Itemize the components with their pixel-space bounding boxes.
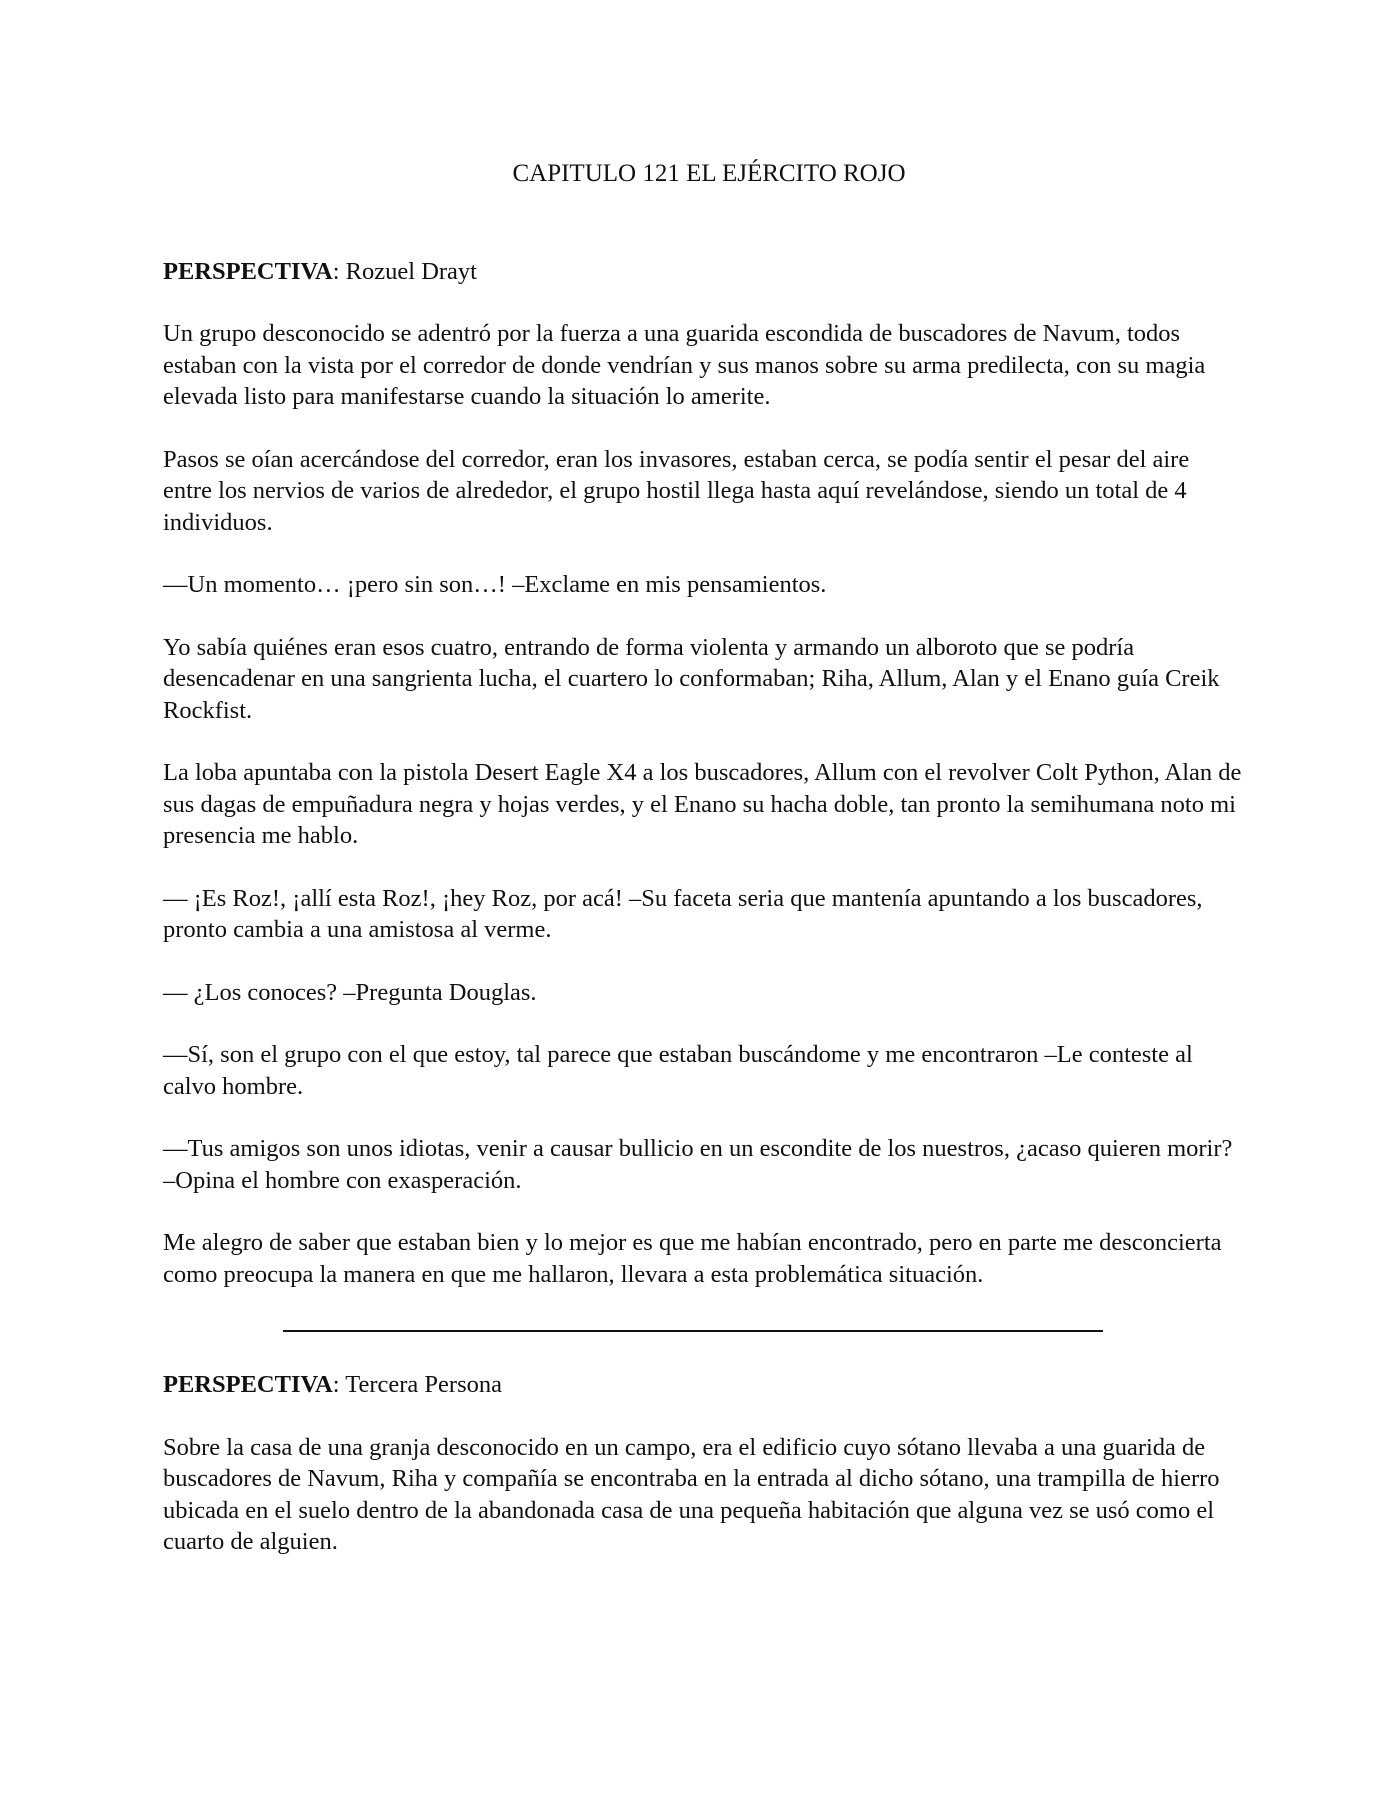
document-page bbox=[163, 158, 1243, 1589]
perspective-line-2 bbox=[163, 1369, 1243, 1401]
paragraph: — ¡Es Roz!, ¡allí esta Roz!, ¡hey Roz, por acá! –Su faceta seria que mantenía apuntando a los buscadores, pronto cambia a una amistosa al verme. bbox=[163, 884, 1203, 943]
section-divider bbox=[283, 1330, 1103, 1332]
perspective-value: : Rozuel Drayt bbox=[332, 257, 477, 285]
chapter-title: CAPITULO 121 EL EJÉRCITO ROJO bbox=[512, 160, 906, 187]
paragraph: Un grupo desconocido se adentró por la fuerza a una guarida escondida de buscadores de Navum, todos estaban con la vista por el corredor de donde vendrían y sus manos sobre su arma predilecta, con su magia elevada listo para manifestarse cuando la situación lo amerite. bbox=[163, 320, 1206, 410]
paragraph: —Un momento… ¡pero sin son…! –Exclame en mis pensamientos. bbox=[163, 571, 827, 598]
perspective-label: PERSPECTIVA bbox=[163, 257, 333, 285]
paragraph: — ¿Los conoces? –Pregunta Douglas. bbox=[163, 978, 537, 1006]
paragraph: Yo sabía quiénes eran esos cuatro, entrando de forma violenta y armando un alboroto que se podría desencadenar en una sangrienta lucha, el cuartero lo conformaban; Riha, Allum, Alan y el Enano guía Creik Rockfist. bbox=[163, 633, 1220, 724]
paragraph: —Tus amigos son unos idiotas, venir a causar bullicio en un escondite de los nuestros, ¿acaso quieren morir? –Opina el hombre con exasperación. bbox=[163, 1135, 1233, 1194]
paragraph: Me alegro de saber que estaban bien y lo mejor es que me habían encontrado, pero en parte me desconcierta como preocupa la manera en que me hallaron, llevara a esta problemática situación. bbox=[163, 1229, 1222, 1288]
perspective-value: : Tercera Persona bbox=[332, 1371, 502, 1398]
perspective-label: PERSPECTIVA bbox=[163, 1371, 333, 1398]
paragraph: La loba apuntaba con la pistola Desert Eagle X4 a los buscadores, Allum con el revolver Colt Python, Alan de sus dagas de empuñadura negra y hojas verdes, y el Enano su hacha doble, tan pronto la semihumana noto mi presencia me hablo. bbox=[163, 759, 1242, 849]
perspective-line-1 bbox=[163, 256, 1243, 288]
paragraph: —Sí, son el grupo con el que estoy, tal parece que estaban buscándome y me encontraron –Le conteste al calvo hombre. bbox=[163, 1041, 1193, 1100]
paragraph: Pasos se oían acercándose del corredor, eran los invasores, estaban cerca, se podía sentir el pesar del aire entre los nervios de varios de alrededor, el grupo hostil llega hasta aquí revelándose, siendo un total de 4 individuos. bbox=[163, 445, 1190, 536]
paragraph: Sobre la casa de una granja desconocido en un campo, era el edificio cuyo sótano llevaba a una guarida de buscadores de Navum, Riha y compañía se encontraba en la entrada al dicho sótano, una trampilla de hierro ubicada en el suelo dentro de la abandonada casa de una pequeña habitación que alguna vez se usó como el cuarto de alguien. bbox=[163, 1433, 1220, 1555]
